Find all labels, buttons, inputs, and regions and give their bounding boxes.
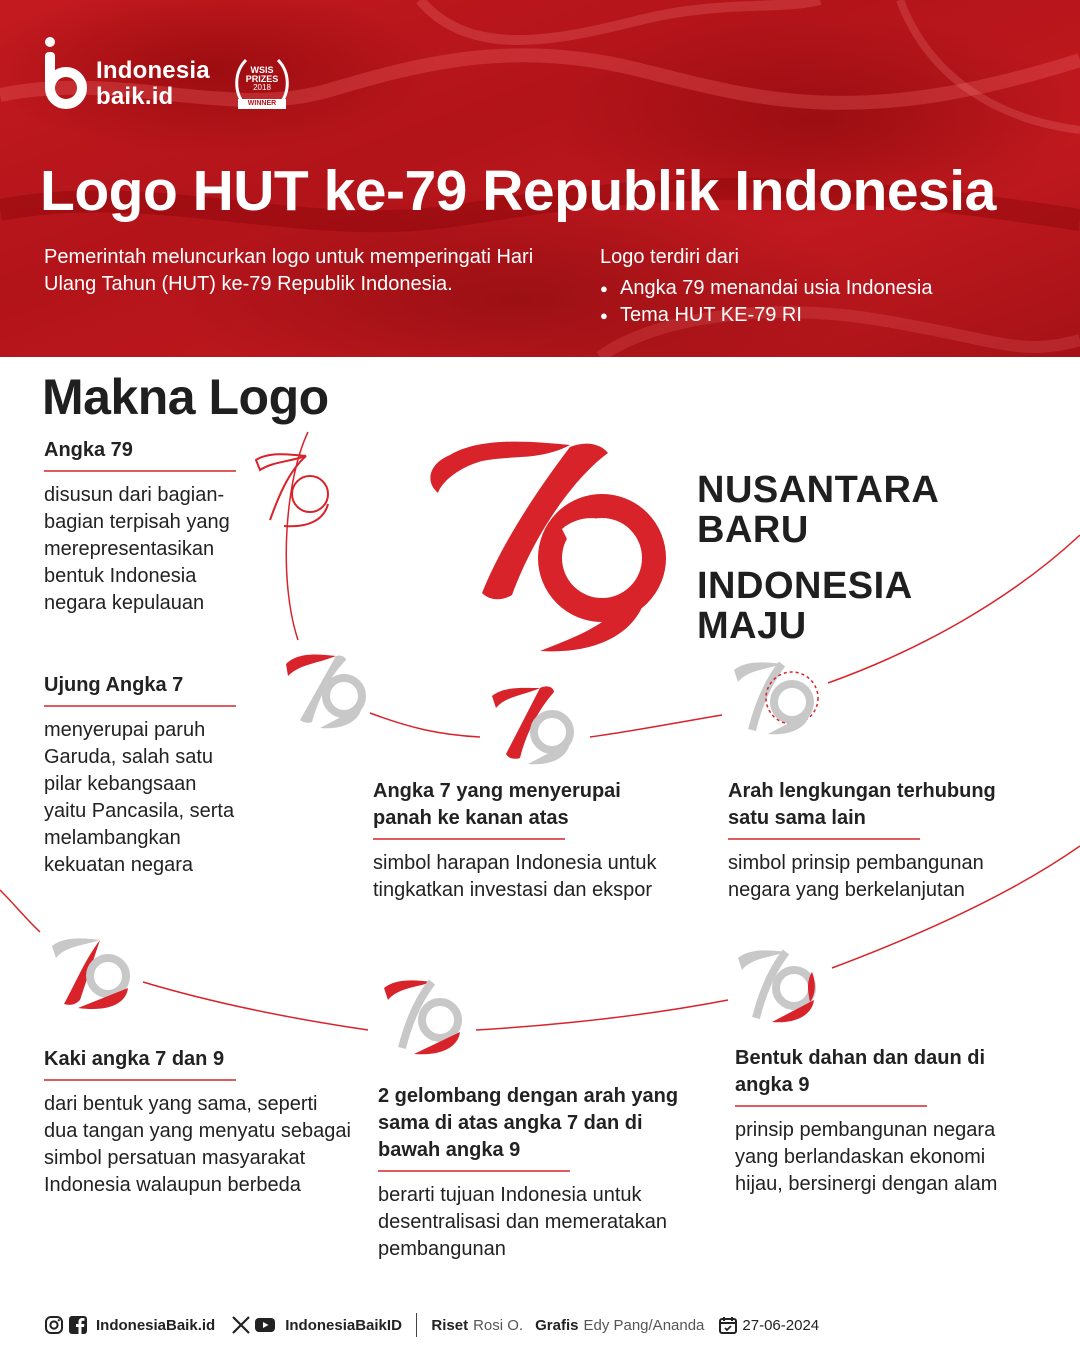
- item-desc: simbol prinsip pembangunan negara yang berkelanjutan: [728, 851, 984, 901]
- tagline-line3: INDONESIA: [697, 565, 913, 607]
- emblem-detail-beak: [280, 650, 370, 730]
- emblem-detail-pieces: [248, 450, 338, 530]
- footer-handle-2[interactable]: IndonesiaBaikID: [285, 1316, 402, 1334]
- consists-item: ● Tema HUT KE-79 RI: [600, 302, 1040, 329]
- item-title: Angka 79: [44, 439, 133, 461]
- item-divider: [44, 470, 236, 472]
- meaning-item-lengkungan: [728, 778, 1028, 904]
- tagline-line2: BARU: [697, 509, 809, 551]
- item-desc: disusun dari bagian-bagian terpisah yang merepresentasikan bentuk Indonesia negara kepulauan: [44, 483, 230, 614]
- award-line1: WSIS PRIZES: [245, 65, 279, 84]
- page-title: Logo HUT ke-79 Republik Indonesia: [40, 159, 996, 223]
- award-line3: WINNER: [238, 99, 286, 109]
- item-desc: dari bentuk yang sama, seperti dua tangan yang menyatu sebagai simbol persatuan masyarakat Indonesia walaupun berbeda: [44, 1092, 351, 1196]
- consists-item: ● Angka 79 menandai usia Indonesia: [600, 275, 1040, 302]
- item-desc: prinsip pembangunan negara yang berlandaskan ekonomi hijau, bersinergi dengan alam: [735, 1118, 998, 1195]
- intro-text: Pemerintah meluncurkan logo untuk memperingati Hari Ulang Tahun (HUT) ke-79 Republik Indonesia.: [44, 246, 534, 295]
- footer-divider: [416, 1313, 418, 1337]
- item-desc: berarti tujuan Indonesia untuk desentralisasi dan memeratakan pembangunan: [378, 1183, 668, 1260]
- hut79-main-emblem: [420, 433, 670, 658]
- item-desc: simbol harapan Indonesia untuk tingkatkan investasi dan ekspor: [373, 851, 657, 901]
- item-desc: menyerupai paruh Garuda, salah satu pilar kebangsaan yaitu Pancasila, serta melambangkan kekuatan negara: [44, 718, 235, 876]
- meaning-item-kaki: [44, 1046, 354, 1199]
- item-divider: [44, 705, 236, 707]
- x-twitter-icon[interactable]: [231, 1315, 251, 1335]
- brand-b-icon: [42, 36, 88, 110]
- item-title: Bentuk dahan dan daun di angka 9: [735, 1047, 986, 1096]
- grafis-label: Grafis: [535, 1316, 579, 1334]
- tagline-line4: MAJU: [697, 605, 807, 647]
- item-divider: [44, 1079, 236, 1081]
- brand-line2: baik.id: [96, 83, 174, 110]
- brand-wordmark: [96, 58, 210, 110]
- item-title: Arah lengkungan terhubung satu sama lain: [728, 780, 996, 829]
- award-line2: 2018: [253, 83, 271, 92]
- item-title: Ujung Angka 7: [44, 674, 184, 696]
- emblem-detail-curves: [728, 658, 823, 738]
- grafis-name: Edy Pang/Ananda: [583, 1316, 705, 1334]
- meaning-item-dahan: [735, 1045, 1035, 1198]
- youtube-icon[interactable]: [255, 1315, 275, 1335]
- facebook-icon[interactable]: [68, 1315, 88, 1335]
- tagline-line1: NUSANTARA: [697, 469, 940, 511]
- header-banner: [0, 0, 1080, 357]
- item-divider: [735, 1105, 927, 1107]
- meaning-item-angka79: [44, 437, 244, 617]
- item-title: Kaki angka 7 dan 9: [44, 1048, 225, 1070]
- item-divider: [373, 838, 565, 840]
- consists-list: [600, 275, 1040, 329]
- brand-line1: Indonesia: [96, 57, 210, 84]
- consists-title: Logo terdiri dari: [600, 246, 739, 268]
- emblem-detail-legs: [46, 934, 136, 1014]
- item-divider: [728, 838, 920, 840]
- item-title: Angka 7 yang menyerupai panah ke kanan atas: [373, 780, 621, 829]
- riset-label: Riset: [431, 1316, 469, 1334]
- emblem-detail-arrow: [486, 682, 581, 767]
- logo-consists-of: [600, 244, 1040, 329]
- wsis-award-badge: [230, 52, 294, 114]
- item-divider: [378, 1170, 570, 1172]
- indonesiabaik-logo: [42, 36, 312, 112]
- item-title: 2 gelombang dengan arah yang sama di atas angka 7 dan di bawah angka 9: [378, 1085, 679, 1161]
- section-title: Makna Logo: [42, 369, 329, 425]
- theme-tagline: [697, 470, 939, 646]
- meaning-item-gelombang: [378, 1083, 698, 1263]
- meaning-item-panah: [373, 778, 663, 904]
- footer-credits: [44, 1312, 819, 1338]
- calendar-icon: [718, 1315, 738, 1335]
- emblem-detail-leaves: [732, 946, 824, 1026]
- riset-name: Rosi O.: [473, 1316, 524, 1334]
- footer-handle-1[interactable]: IndonesiaBaik.id: [96, 1316, 216, 1334]
- publish-date: 27-06-2024: [742, 1316, 820, 1334]
- instagram-icon[interactable]: [44, 1315, 64, 1335]
- emblem-detail-waves: [378, 976, 468, 1058]
- meaning-item-ujung7: [44, 672, 244, 879]
